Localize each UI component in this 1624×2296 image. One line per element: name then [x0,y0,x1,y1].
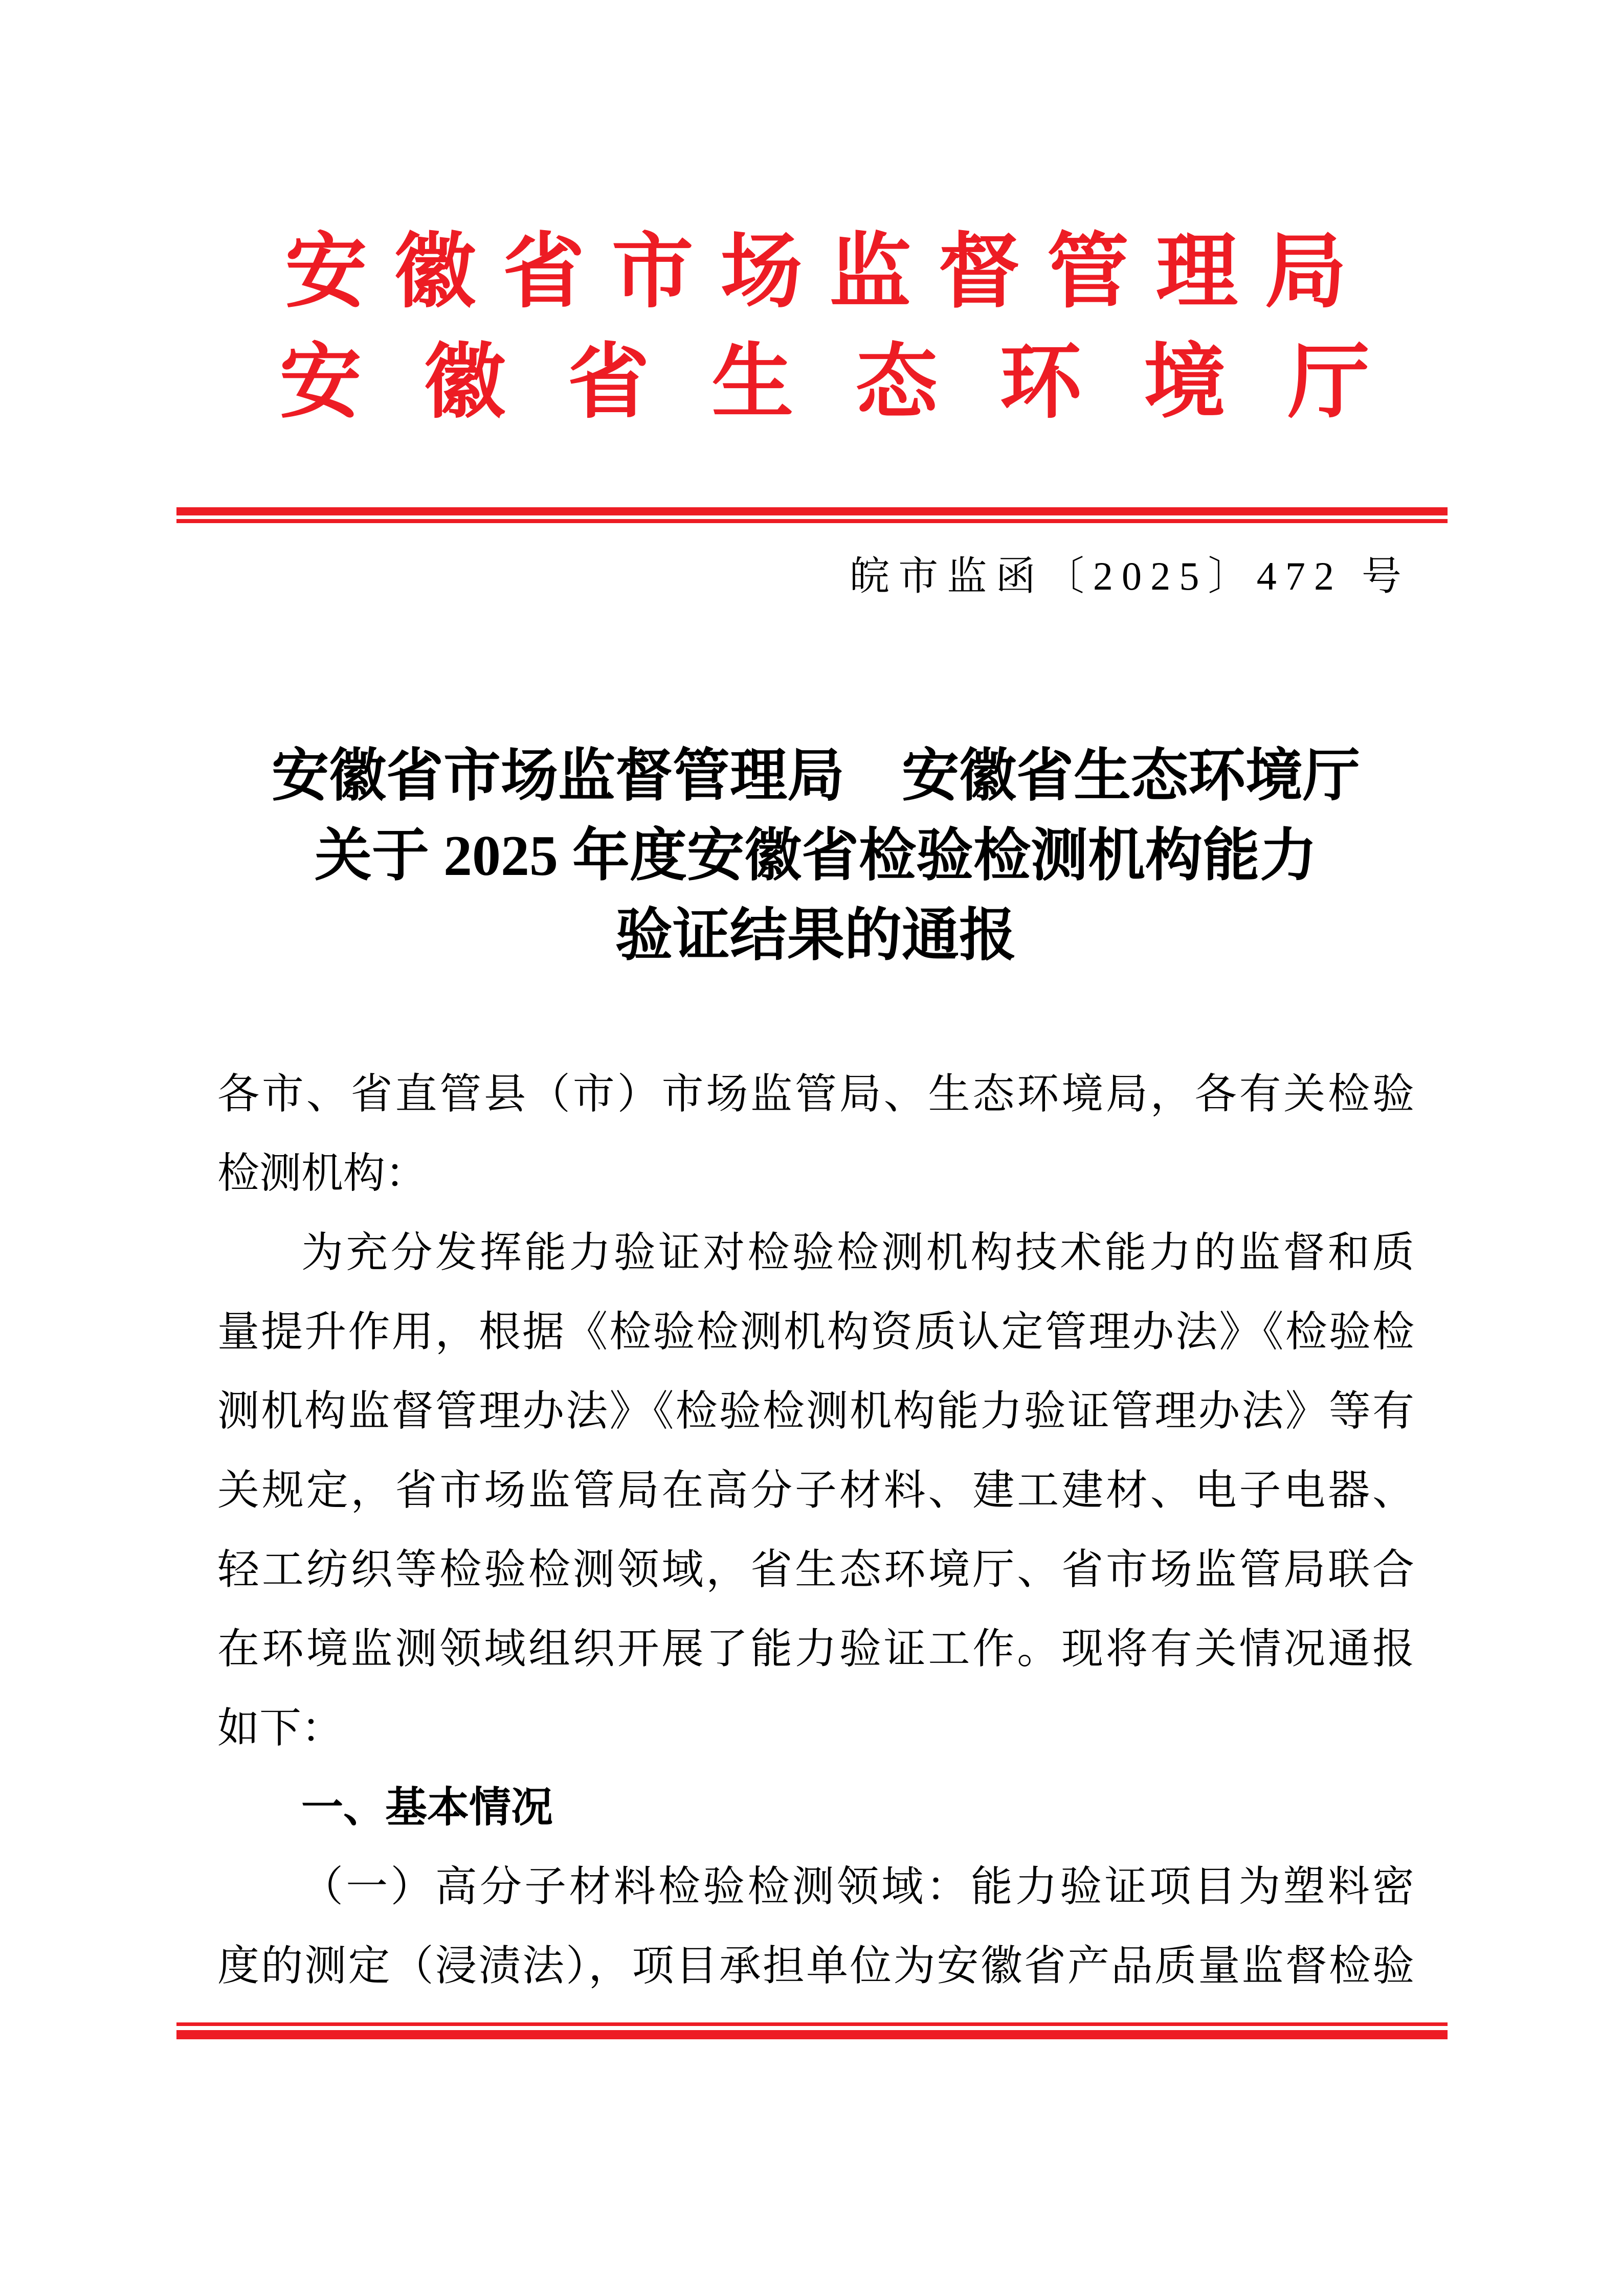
doc-title-line-1: 安徽省市场监督管理局 安徽省生态环境厅 [272,745,1360,808]
body-line: 如下： [217,1705,344,1751]
body-line: 检测机构： [217,1150,428,1197]
body-text [217,1054,1414,2006]
footer-rule-thick [176,2030,1448,2039]
body-line: 为充分发挥能力验证对检验检测机构技术能力的监督和质 [301,1229,1414,1276]
header-rule-thick [176,507,1448,515]
body-line: 轻工纺织等检验检测领域，省生态环境厅、省市场监管局联合 [217,1546,1414,1593]
letterhead-org-line-2: 安徽省生态环境厅 [279,337,1432,428]
doc-number: 皖市监函〔2025〕472 号 [850,554,1410,598]
doc-title-line-3: 验证结果的通报 [615,904,1016,967]
section-heading: 一、基本情况 [301,1784,553,1831]
body-line: 量提升作用，根据《检验检测机构资质认定管理办法》《检验检 [217,1309,1414,1355]
body-line: 各市、省直管县（市）市场监管局、生态环境局，各有关检验 [217,1071,1414,1117]
body-line: 在环境监测领域组织开展了能力验证工作。现将有关情况通报 [217,1626,1414,1672]
letterhead-org-line-1: 安徽省市场监督管理局 [285,227,1374,318]
body-line: 关规定，省市场监管局在高分子材料、建工建材、电子电器、 [217,1467,1414,1514]
body-line: （一）高分子材料检验检测领域：能力验证项目为塑料密 [301,1863,1414,1910]
body-line: 测机构监督管理办法》《检验检测机构能力验证管理办法》等有 [217,1388,1414,1434]
header-rule-thin [176,519,1448,523]
doc-title [217,736,1414,976]
doc-title-line-2: 关于 2025 年度安徽省检验检测机构能力 [315,824,1317,888]
body-line: 度的测定（浸渍法），项目承担单位为安徽省产品质量监督检验 [217,1943,1414,1989]
footer-rule-thin [176,2022,1448,2026]
